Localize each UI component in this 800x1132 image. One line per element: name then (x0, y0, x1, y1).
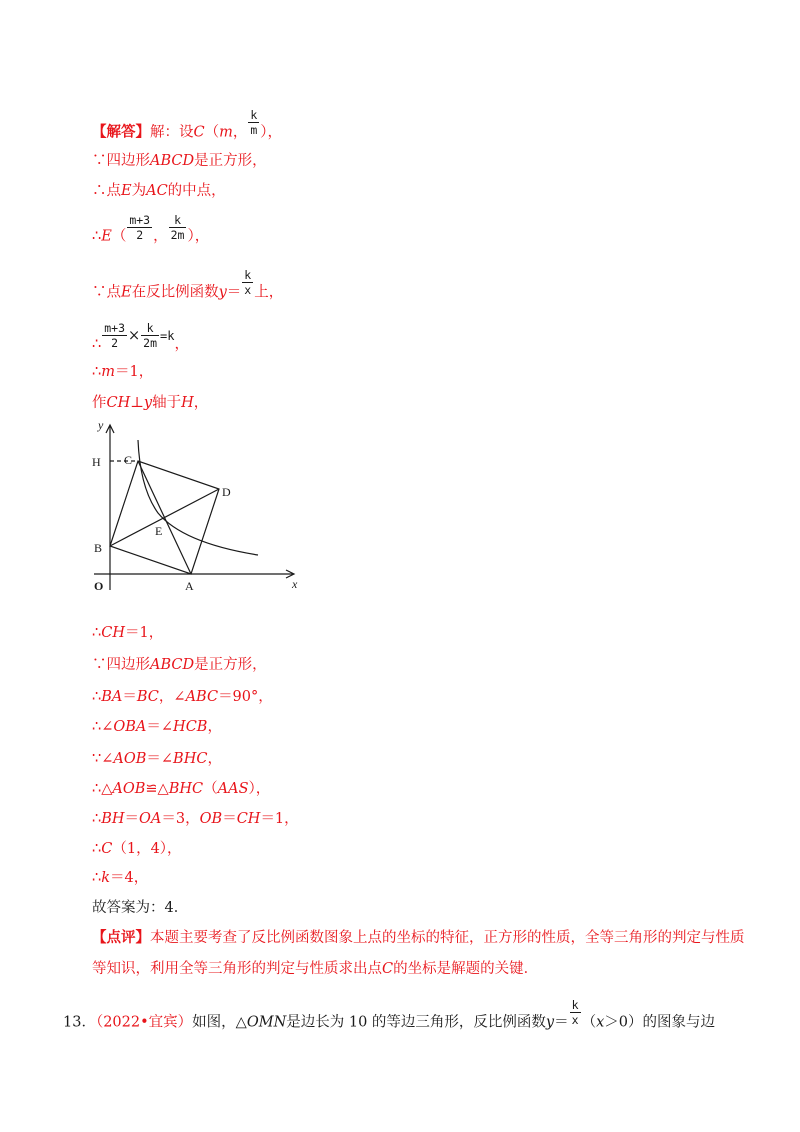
comment-line-2: 等知识，利用全等三角形的判定与性质求出点C的坐标是解题的关键． (92, 961, 539, 977)
fraction-k-over-2m: $\frac{k}{2m}$ (170, 213, 185, 242)
solution-line-4: ∴E（ $\frac{m+3}{2}$ ， $\frac{k}{2m}$ ）， (92, 213, 210, 245)
fraction-m-plus-3-over-2-b: $\frac{m+3}{2}$ (104, 321, 126, 350)
solution-line-1: 【解答】解：设C（m， $\frac{k}{m}$ ）， (92, 108, 283, 141)
solution2-line-9: ∴k＝4， (92, 870, 149, 886)
solution2-line-7: ∴BH＝OA＝3，OB＝CH＝1， (92, 811, 299, 827)
comment-line-1: 【点评】本题主要考查了反比例函数图象上点的坐标的特征，正方形的性质，全等三角形的判定与性质 (92, 929, 745, 946)
solution-line-5: ∵点E在反比例函数y＝ $\frac{k}{x}$ 上， (92, 268, 284, 301)
label-y: y (98, 418, 104, 432)
problem-number: 13． (63, 1014, 96, 1031)
solution2-line-4: ∴∠OBA＝∠HCB， (92, 719, 222, 735)
final-answer-line: 故答案为：4． (92, 900, 189, 916)
solution2-line-3: ∴BA＝BC，∠ABC＝90°， (92, 689, 273, 705)
solution-line-7: ∴m＝1， (92, 364, 154, 380)
problem-13-line: 13．（2022•宜宾）如图，△OMN是边长为 10 的等边三角形，反比例函数y＝ $\frac{k}{x}$ （x＞0）的图象与边 (63, 998, 715, 1031)
solution2-line-1: ∴CH＝1， (92, 625, 164, 641)
fraction-k-over-x: $\frac{k}{x}$ (244, 268, 252, 297)
problem-source: （2022•宜宾） (95, 1014, 193, 1031)
solution2-line-6: ∴△AOB≌△BHC（AAS）， (92, 781, 271, 797)
label-b: B (94, 541, 103, 555)
label-d: D (222, 485, 231, 499)
solution2-line-2: ∵四边形ABCD是正方形， (92, 657, 267, 673)
fraction-m-plus-3-over-2: $\frac{m+3}{2}$ (129, 213, 151, 242)
label-c: C (124, 453, 133, 467)
fraction-k-over-x-problem: $\frac{k}{x}$ (571, 998, 579, 1027)
label-h: H (92, 455, 101, 469)
label-x: x (292, 577, 298, 591)
solution-tag: 【解答】 (92, 123, 150, 141)
solution2-line-8: ∴C（1，4）， (92, 841, 182, 857)
geometry-diagram (88, 418, 308, 598)
comment-tag: 【点评】 (92, 929, 150, 946)
solution-line-2: ∵四边形ABCD是正方形， (92, 153, 267, 169)
label-o: O (94, 579, 104, 593)
solution2-line-5: ∵∠AOB＝∠BHC， (92, 751, 222, 767)
fraction-k-over-m: $\frac{k}{m}$ (250, 108, 258, 137)
solution-line-8: 作CH⊥y轴于H， (92, 395, 209, 411)
solution-line-3: ∴点E为AC的中点， (92, 183, 226, 199)
label-e: E (155, 524, 163, 538)
solution-line-6: ∴ $\frac{m+3}{2}$ × $\frac{k}{2m}$ $^{=k}$， (92, 321, 189, 353)
fraction-k-over-2m-b: $\frac{k}{2m}$ (143, 321, 158, 350)
label-a: A (185, 579, 194, 593)
